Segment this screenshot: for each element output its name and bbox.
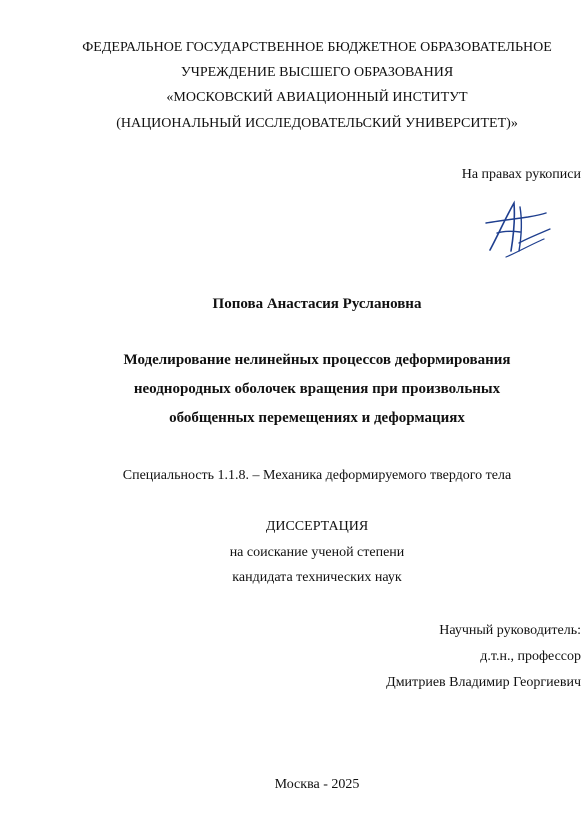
supervisor-name: Дмитриев Владимир Георгиевич (386, 675, 581, 690)
specialty-line: Специальность 1.1.8. – Механика деформируемого твердого тела (122, 468, 512, 483)
author-name: Попова Анастасия Руслановна (212, 296, 422, 312)
manuscript-note: На правах рукописи (461, 167, 581, 182)
supervisor-label: Научный руководитель: (439, 623, 581, 638)
degree-name-line: кандидата технических наук (232, 570, 402, 585)
dissertation-label: ДИССЕРТАЦИЯ (265, 519, 369, 534)
institution-line-4: (НАЦИОНАЛЬНЫЙ ИССЛЕДОВАТЕЛЬСКИЙ УНИВЕРСИТЕТ)» (116, 116, 518, 131)
degree-purpose-line: на соискание ученой степени (229, 545, 405, 560)
dissertation-title-line-1: Моделирование нелинейных процессов деформирования (123, 352, 511, 368)
institution-line-2: УЧРЕЖДЕНИЕ ВЫСШЕГО ОБРАЗОВАНИЯ (180, 65, 454, 80)
author-signature (484, 195, 556, 261)
city-year: Москва - 2025 (274, 777, 360, 792)
dissertation-title-line-3: обобщенных перемещениях и деформациях (169, 410, 465, 426)
institution-line-3: «МОСКОВСКИЙ АВИАЦИОННЫЙ ИНСТИТУТ (166, 90, 468, 105)
institution-line-1: ФЕДЕРАЛЬНОЕ ГОСУДАРСТВЕННОЕ БЮДЖЕТНОЕ ОБРАЗОВАТЕЛЬНОЕ (82, 40, 552, 55)
supervisor-degree: д.т.н., профессор (480, 649, 581, 664)
dissertation-title-line-2: неоднородных оболочек вращения при произвольных (133, 381, 501, 397)
